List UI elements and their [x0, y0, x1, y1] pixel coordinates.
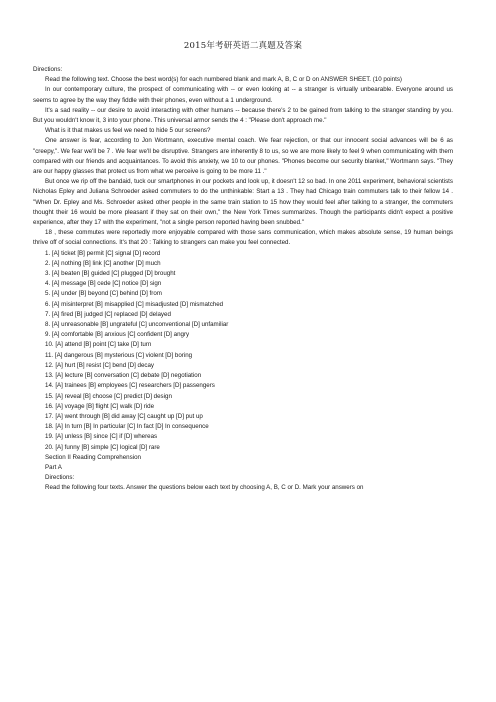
option-line: 11. [A] dangerous [B] mysterious [C] violent [D] boring — [45, 351, 193, 359]
page-title: 2015年考研英语二真题及答案 — [183, 41, 303, 51]
passage-paragraph-6: 18 , these commutes were reportedly more enjoyable compared with those sans communication, which makes absolute sense, 19 human beings thrive off of social connections. It's that 20 : Talking to strangers can make you feel connected. — [33, 229, 453, 247]
directions-text: Read the following text. Choose the best word(s) for each numbered blank and mark A, B, C or D on ANSWER SHEET. (10 points) — [45, 76, 402, 84]
option-line: 2. [A] nothing [B] link [C] another [D] much — [45, 259, 161, 267]
passage-paragraph-1: In our contemporary culture, the prospect of communicating with -- or even looking at -- a stranger is virtually unbearable. Everyone around us seems to agree by the way they fiddle with their phones, even without a 1 underground. — [33, 86, 453, 104]
directions-2-label: Directions: — [45, 474, 75, 482]
option-line: 6. [A] misinterpret [B] misapplied [C] misadjusted [D] mismatched — [45, 300, 224, 308]
option-line: 1. [A] ticket [B] permit [C] signal [D] record — [45, 249, 161, 257]
option-line: 18. [A] In turn [B] In particular [C] In fact [D] In consequence — [45, 423, 209, 431]
option-line: 5. [A] under [B] beyond [C] behind [D] from — [45, 290, 162, 298]
directions-label: Directions: — [33, 66, 63, 73]
directions-2-text: Read the following four texts. Answer the questions below each text by choosing A, B, C or D. Mark your answers on — [45, 484, 364, 492]
option-line: 20. [A] funny [B] simple [C] logical [D] rare — [45, 443, 160, 451]
passage-paragraph-2: It's a sad reality -- our desire to avoid interacting with other humans -- because there's 2 to be gained from talking to the stranger standing by you. But you wouldn't know it, 3 into your phone. This universal armor sends the 4 : "Please don't approach me." — [33, 106, 453, 125]
option-line: 9. [A] comfortable [B] anxious [C] confident [D] angry — [45, 331, 190, 339]
option-line: 8. [A] unreasonable [B] ungrateful [C] unconventional [D] unfamiliar — [45, 321, 229, 329]
option-line: 3. [A] beaten [B] guided [C] plugged [D] brought — [45, 270, 176, 278]
passage-paragraph-4: One answer is fear, according to Jon Wortmann, executive mental coach. We fear rejection, or that our innocent social advances will be 6 as "creepy,". We fear we'll be 7 . We fear we'll be disruptive. Strangers are inherently 8 to us, so we are more likely to feel 9 when communicating with them compared with our friends and acquaintances. To avoid this anxiety, we 10 to our phones. "Phones become our security blanket," Wortmann says. "They are our happy glasses that protect us from what we perceive is going to be more 11 ." — [33, 137, 453, 176]
option-line: 4. [A] message [B] cede [C] notice [D] sign — [45, 280, 162, 288]
option-line: 13. [A] lecture [B] conversation [C] debate [D] negotiation — [45, 372, 202, 380]
option-line: 7. [A] fired [B] judged [C] replaced [D] delayed — [45, 310, 171, 318]
section-heading: Section II Reading Comprehension — [45, 453, 141, 461]
option-line: 12. [A] hurt [B] resist [C] bend [D] decay — [45, 361, 155, 369]
option-line: 15. [A] reveal [B] choose [C] predict [D] design — [45, 392, 172, 400]
passage-paragraph-5: But once we rip off the bandaid, tuck our smartphones in our pockets and look up, it doesn't 12 so bad. In one 2011 experiment, behavioral scientists Nicholas Epley and Juliana Schroeder asked commuters to do the unthinkable: Start a 13 . They had Chicago train commuters talk to their fellow 14 . "When Dr. Epley and Ms. Schroeder asked other people in the same train station to 15 how they would feel after talking to a stranger, the commuters thought their 16 would be more pleasant if they sat on their own," the New York Times summarizes. Though the participants didn't expect a positive experience, after they 17 with the experiment, "not a single person reported having been snubbed." — [33, 178, 453, 227]
passage-paragraph-3: What is it that makes us feel we need to hide 5 our screens? — [45, 127, 211, 135]
option-line: 10. [A] attend [B] point [C] take [D] turn — [45, 341, 152, 349]
option-line: 14. [A] trainees [B] employees [C] researchers [D] passengers — [45, 382, 215, 390]
option-line: 17. [A] went through [B] did away [C] caught up [D] put up — [45, 412, 203, 420]
option-line: 19. [A] unless [B] since [C] if [D] whereas — [45, 433, 158, 441]
option-line: 16. [A] voyage [B] flight [C] walk [D] ride — [45, 402, 155, 410]
part-heading: Part A — [45, 463, 62, 471]
